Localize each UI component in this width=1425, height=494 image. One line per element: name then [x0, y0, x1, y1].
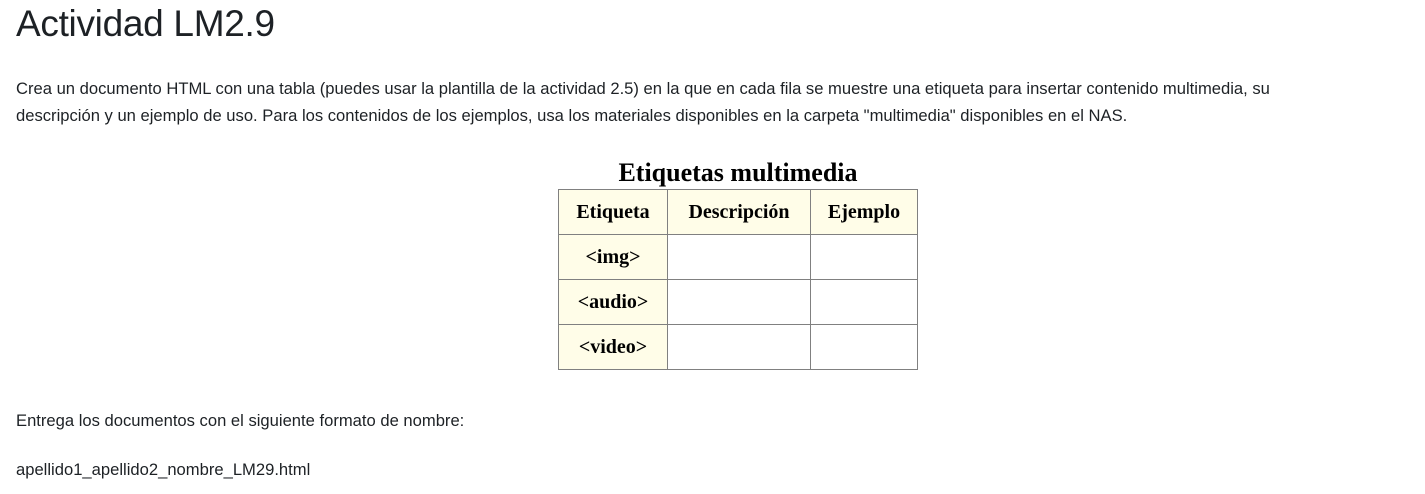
table-header-row [559, 190, 918, 235]
table-caption: Etiquetas multimedia [618, 158, 858, 187]
intro-paragraph [16, 75, 1425, 129]
cell-description [668, 325, 811, 370]
table-row [559, 325, 918, 370]
header-descripcion: Descripción [668, 190, 811, 235]
header-etiqueta: Etiqueta [559, 190, 668, 235]
delivery-instructions: Entrega los documentos con el siguiente formato de nombre: [16, 411, 465, 430]
filename-format: apellido1_apellido2_nombre_LM29.html [16, 460, 311, 479]
tags-table-figure [558, 157, 918, 370]
cell-tag: <audio> [559, 280, 668, 325]
cell-example [811, 325, 918, 370]
intro-line-1: Crea un documento HTML con una tabla (puedes usar la plantilla de la actividad 2.5) en la que en cada fila se muestre una etiqueta para insertar contenido multimedia, su [16, 79, 1270, 98]
cell-description [668, 280, 811, 325]
cell-tag: <video> [559, 325, 668, 370]
table-row [559, 280, 918, 325]
intro-line-2: descripción y un ejemplo de uso. Para los contenidos de los ejemplos, usa los materiales disponibles en la carpeta "multimedia" disponibles en el NAS. [16, 106, 1128, 125]
table-row [559, 235, 918, 280]
page-title: Actividad LM2.9 [16, 3, 275, 44]
cell-example [811, 235, 918, 280]
cell-example [811, 280, 918, 325]
cell-description [668, 235, 811, 280]
cell-tag: <img> [559, 235, 668, 280]
tags-table [558, 189, 918, 370]
header-ejemplo: Ejemplo [811, 190, 918, 235]
